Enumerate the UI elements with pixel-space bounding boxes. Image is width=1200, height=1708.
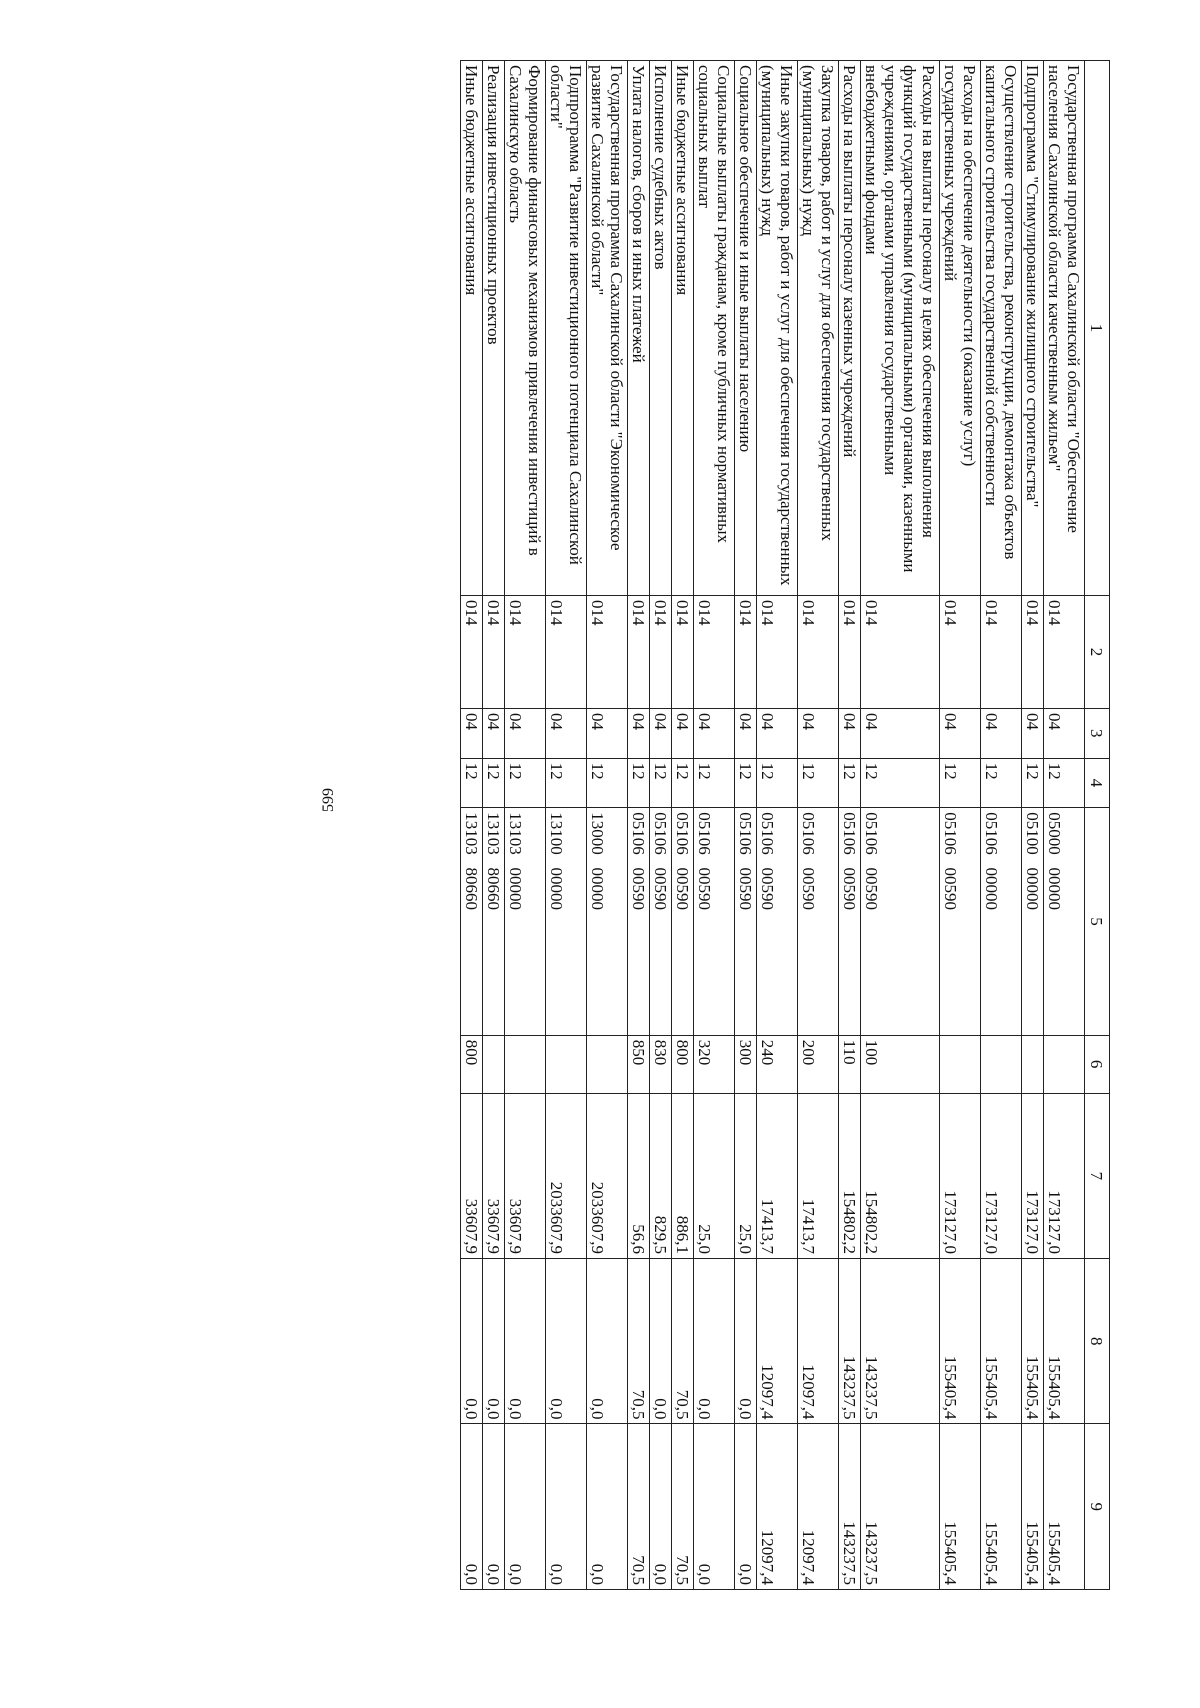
table-row: [483, 61, 505, 1590]
subsection-code: 12: [798, 758, 839, 808]
budget-table: [460, 60, 1110, 1590]
amount-col7: 33607,9: [483, 1093, 505, 1258]
amount-col9: 0,0: [546, 1424, 587, 1590]
subsection-code: 12: [628, 758, 650, 808]
amount-col7: 25,0: [735, 1093, 757, 1258]
col-header-2: 2: [1085, 595, 1110, 708]
target-article: 05106 00590: [798, 808, 839, 1035]
section-code: 04: [694, 708, 735, 758]
section-code: 04: [546, 708, 587, 758]
row-name: Расходы на выплаты персоналу казенных учреждений: [839, 61, 861, 596]
row-name: Подпрограмма "Развитие инвестиционного потенциала Сахалинской области": [546, 61, 587, 596]
page-number: 599: [320, 788, 337, 812]
subsection-code: 12: [650, 758, 672, 808]
subsection-code: 12: [735, 758, 757, 808]
expense-type: 830: [650, 1035, 672, 1093]
expense-type: 800: [672, 1035, 694, 1093]
target-article: 05106 00590: [694, 808, 735, 1035]
target-article: 05100 00000: [1022, 808, 1044, 1035]
row-name: Формирование финансовых механизмов привлечения инвестиций в Сахалинскую область: [505, 61, 546, 596]
admin-code: 014: [505, 595, 546, 708]
amount-col9: 70,5: [628, 1424, 650, 1590]
amount-col8: 0,0: [735, 1259, 757, 1424]
amount-col9: 0,0: [735, 1424, 757, 1590]
admin-code: 014: [1022, 595, 1044, 708]
amount-col7: 25,0: [694, 1093, 735, 1258]
row-name: Осуществление строительства, реконструкции, демонтажа объектов капитального строительства государственной собственности: [981, 61, 1022, 596]
expense-type: 300: [735, 1035, 757, 1093]
row-name: Государственная программа Сахалинской области "Обеспечение населения Сахалинской области качественным жильем": [1044, 61, 1085, 596]
amount-col8: 155405,4: [940, 1259, 981, 1424]
amount-col8: 143237,5: [861, 1259, 940, 1424]
row-name: Иные бюджетные ассигнования: [461, 61, 483, 596]
subsection-code: 12: [1022, 758, 1044, 808]
row-name: Иные бюджетные ассигнования: [672, 61, 694, 596]
admin-code: 014: [981, 595, 1022, 708]
subsection-code: 12: [839, 758, 861, 808]
admin-code: 014: [798, 595, 839, 708]
amount-col9: 143237,5: [861, 1424, 940, 1590]
section-code: 04: [839, 708, 861, 758]
subsection-code: 12: [505, 758, 546, 808]
row-name: Расходы на обеспечение деятельности (оказание услуг) государственных учреждений: [940, 61, 981, 596]
subsection-code: 12: [672, 758, 694, 808]
subsection-code: 12: [587, 758, 628, 808]
amount-col9: 0,0: [505, 1424, 546, 1590]
amount-col9: 155405,4: [940, 1424, 981, 1590]
target-article: 05106 00590: [735, 808, 757, 1035]
expense-type: 200: [798, 1035, 839, 1093]
admin-code: 014: [628, 595, 650, 708]
section-code: 04: [1044, 708, 1085, 758]
table-row: [1044, 61, 1085, 1590]
table-row: [757, 61, 798, 1590]
expense-type: 320: [694, 1035, 735, 1093]
amount-col8: 155405,4: [1022, 1259, 1044, 1424]
expense-type: [587, 1035, 628, 1093]
section-code: 04: [861, 708, 940, 758]
amount-col8: 155405,4: [1044, 1259, 1085, 1424]
amount-col8: 0,0: [483, 1259, 505, 1424]
amount-col8: 0,0: [587, 1259, 628, 1424]
subsection-code: 12: [483, 758, 505, 808]
amount-col7: 154802,2: [861, 1093, 940, 1258]
subsection-code: 12: [757, 758, 798, 808]
amount-col7: 56,6: [628, 1093, 650, 1258]
amount-col8: 0,0: [505, 1259, 546, 1424]
amount-col9: 143237,5: [839, 1424, 861, 1590]
section-code: 04: [505, 708, 546, 758]
amount-col9: 0,0: [483, 1424, 505, 1590]
expense-type: [483, 1035, 505, 1093]
table-row: [587, 61, 628, 1590]
section-code: 04: [735, 708, 757, 758]
amount-col8: 70,5: [672, 1259, 694, 1424]
amount-col9: 0,0: [461, 1424, 483, 1590]
admin-code: 014: [940, 595, 981, 708]
amount-col7: 17413,7: [757, 1093, 798, 1258]
amount-col7: 886,1: [672, 1093, 694, 1258]
row-name: Подпрограмма "Стимулирование жилищного строительства": [1022, 61, 1044, 596]
section-code: 04: [757, 708, 798, 758]
table-row: [546, 61, 587, 1590]
subsection-code: 12: [981, 758, 1022, 808]
expense-type: [1044, 1035, 1085, 1093]
admin-code: 014: [650, 595, 672, 708]
row-name: Закупка товаров, работ и услуг для обеспечения государственных (муниципальных) нужд: [798, 61, 839, 596]
amount-col8: 0,0: [694, 1259, 735, 1424]
expense-type: [546, 1035, 587, 1093]
target-article: 05106 00590: [650, 808, 672, 1035]
expense-type: [981, 1035, 1022, 1093]
amount-col9: 0,0: [650, 1424, 672, 1590]
admin-code: 014: [1044, 595, 1085, 708]
amount-col8: 143237,5: [839, 1259, 861, 1424]
header-row: [1085, 61, 1110, 1590]
amount-col7: 2033607,9: [587, 1093, 628, 1258]
col-header-7: 7: [1085, 1093, 1110, 1258]
amount-col8: 0,0: [650, 1259, 672, 1424]
row-name: Реализация инвестиционных проектов: [483, 61, 505, 596]
table-row: [861, 61, 940, 1590]
table-row: [981, 61, 1022, 1590]
col-header-3: 3: [1085, 708, 1110, 758]
target-article: 13000 00000: [587, 808, 628, 1035]
section-code: 04: [628, 708, 650, 758]
admin-code: 014: [672, 595, 694, 708]
amount-col8: 0,0: [461, 1259, 483, 1424]
subsection-code: 12: [1044, 758, 1085, 808]
amount-col9: 0,0: [587, 1424, 628, 1590]
expense-type: [940, 1035, 981, 1093]
amount-col7: 2033607,9: [546, 1093, 587, 1258]
table-row: [735, 61, 757, 1590]
amount-col7: 154802,2: [839, 1093, 861, 1258]
amount-col7: 173127,0: [981, 1093, 1022, 1258]
target-article: 13103 80660: [483, 808, 505, 1035]
subsection-code: 12: [546, 758, 587, 808]
amount-col8: 0,0: [546, 1259, 587, 1424]
amount-col7: 17413,7: [798, 1093, 839, 1258]
col-header-8: 8: [1085, 1259, 1110, 1424]
table-row: [650, 61, 672, 1590]
table-row: [839, 61, 861, 1590]
admin-code: 014: [757, 595, 798, 708]
subsection-code: 12: [861, 758, 940, 808]
subsection-code: 12: [694, 758, 735, 808]
expense-type: 240: [757, 1035, 798, 1093]
expense-type: [1022, 1035, 1044, 1093]
expense-type: 800: [461, 1035, 483, 1093]
row-name: Расходы на выплаты персоналу в целях обеспечения выполнения функций государственными (муниципальными) органами, казенными учреждениями, органами управления государственными внебюджетными фондами: [861, 61, 940, 596]
target-article: 05106 00590: [861, 808, 940, 1035]
admin-code: 014: [839, 595, 861, 708]
table-row: [628, 61, 650, 1590]
col-header-6: 6: [1085, 1035, 1110, 1093]
admin-code: 014: [461, 595, 483, 708]
amount-col8: 12097,4: [798, 1259, 839, 1424]
table-row: [940, 61, 981, 1590]
table-row: [672, 61, 694, 1590]
target-article: 05106 00590: [672, 808, 694, 1035]
subsection-code: 12: [940, 758, 981, 808]
admin-code: 014: [546, 595, 587, 708]
section-code: 04: [587, 708, 628, 758]
amount-col8: 70,5: [628, 1259, 650, 1424]
row-name: Иные закупки товаров, работ и услуг для обеспечения государственных (муниципальных) нужд: [757, 61, 798, 596]
row-name: Социальные выплаты гражданам, кроме публичных нормативных социальных выплат: [694, 61, 735, 596]
amount-col7: 173127,0: [1044, 1093, 1085, 1258]
amount-col7: 173127,0: [940, 1093, 981, 1258]
admin-code: 014: [587, 595, 628, 708]
admin-code: 014: [735, 595, 757, 708]
section-code: 04: [1022, 708, 1044, 758]
expense-type: 100: [861, 1035, 940, 1093]
row-name: Государственная программа Сахалинской области "Экономическое развитие Сахалинской области": [587, 61, 628, 596]
amount-col7: 173127,0: [1022, 1093, 1044, 1258]
table-row: [1022, 61, 1044, 1590]
section-code: 04: [483, 708, 505, 758]
section-code: 04: [798, 708, 839, 758]
col-header-5: 5: [1085, 808, 1110, 1035]
amount-col9: 155405,4: [1022, 1424, 1044, 1590]
expense-type: 110: [839, 1035, 861, 1093]
amount-col8: 12097,4: [757, 1259, 798, 1424]
subsection-code: 12: [461, 758, 483, 808]
table-row: [505, 61, 546, 1590]
admin-code: 014: [483, 595, 505, 708]
target-article: 05000 00000: [1044, 808, 1085, 1035]
section-code: 04: [672, 708, 694, 758]
amount-col7: 33607,9: [505, 1093, 546, 1258]
amount-col7: 33607,9: [461, 1093, 483, 1258]
target-article: 05106 00590: [839, 808, 861, 1035]
col-header-1: 1: [1085, 61, 1110, 596]
section-code: 04: [981, 708, 1022, 758]
row-name: Исполнение судебных актов: [650, 61, 672, 596]
amount-col9: 70,5: [672, 1424, 694, 1590]
target-article: 05106 00590: [628, 808, 650, 1035]
amount-col9: 12097,4: [798, 1424, 839, 1590]
section-code: 04: [940, 708, 981, 758]
table-row: [694, 61, 735, 1590]
table-row: [461, 61, 483, 1590]
target-article: 13103 80660: [461, 808, 483, 1035]
col-header-9: 9: [1085, 1424, 1110, 1590]
section-code: 04: [650, 708, 672, 758]
amount-col9: 155405,4: [981, 1424, 1022, 1590]
row-name: Уплата налогов, сборов и иных платежей: [628, 61, 650, 596]
expense-type: [505, 1035, 546, 1093]
row-name: Социальное обеспечение и иные выплаты населению: [735, 61, 757, 596]
amount-col9: 12097,4: [757, 1424, 798, 1590]
target-article: 05106 00590: [757, 808, 798, 1035]
target-article: 05106 00000: [981, 808, 1022, 1035]
col-header-4: 4: [1085, 758, 1110, 808]
admin-code: 014: [694, 595, 735, 708]
amount-col9: 155405,4: [1044, 1424, 1085, 1590]
admin-code: 014: [861, 595, 940, 708]
target-article: 05106 00590: [940, 808, 981, 1035]
expense-type: 850: [628, 1035, 650, 1093]
amount-col9: 0,0: [694, 1424, 735, 1590]
section-code: 04: [461, 708, 483, 758]
target-article: 13103 00000: [505, 808, 546, 1035]
target-article: 13100 00000: [546, 808, 587, 1035]
table-row: [798, 61, 839, 1590]
amount-col8: 155405,4: [981, 1259, 1022, 1424]
amount-col7: 829,5: [650, 1093, 672, 1258]
